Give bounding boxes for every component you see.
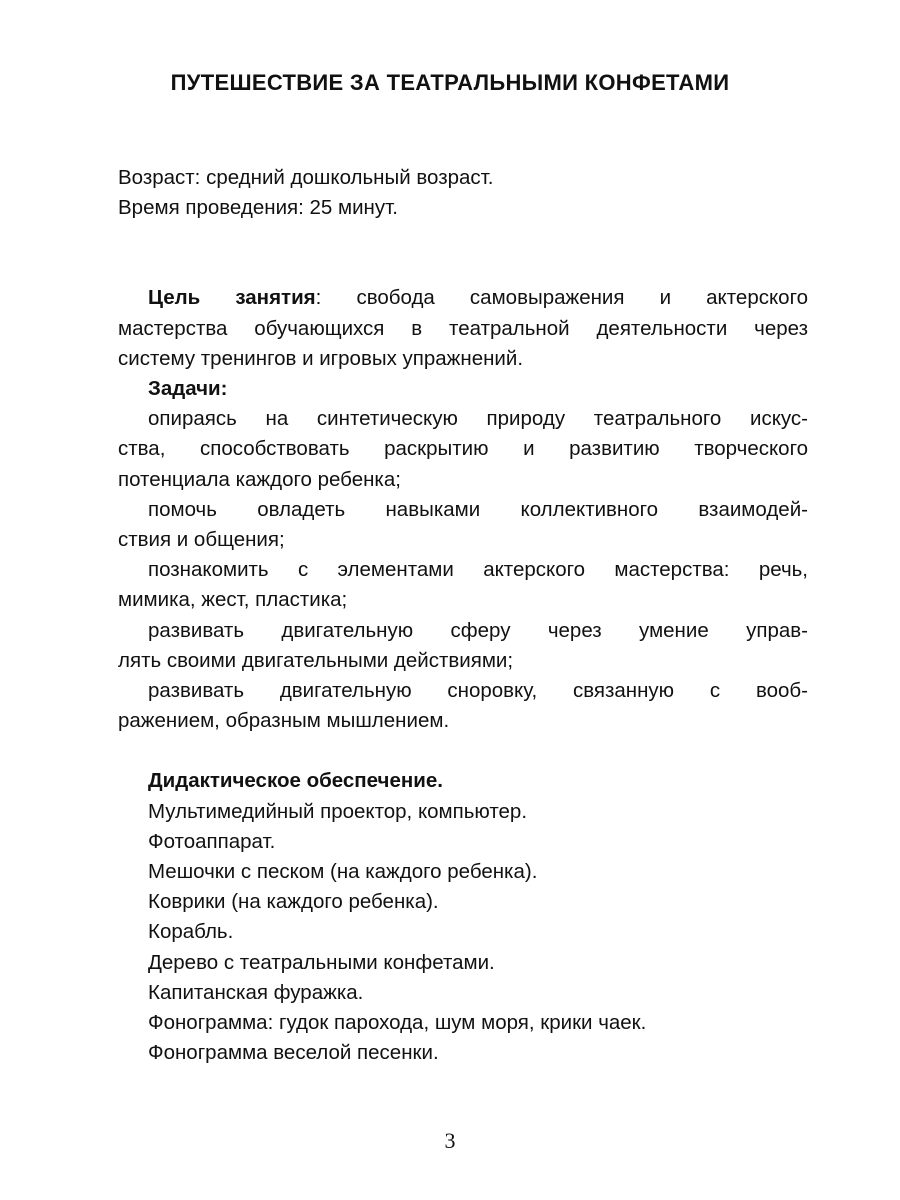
goal-text: : свобода самовыражения и актерского	[315, 286, 808, 310]
task-line: ства, способствовать раскрытию и развитию творческого	[118, 437, 808, 461]
page-number: 3	[444, 1128, 456, 1153]
task-line: познакомить с элементами актерского мастерства: речь,	[148, 558, 808, 582]
goal-first-line	[118, 283, 808, 313]
material-item: Фотоаппарат.	[148, 829, 276, 853]
material-item: Мешочки с песком (на каждого ребенка).	[148, 860, 538, 884]
task-line: потенциала каждого ребенка;	[118, 467, 401, 491]
material-item: Дерево с театральными конфетами.	[148, 950, 495, 974]
task-line: развивать двигательную сноровку, связанную с вооб-	[148, 679, 808, 703]
material-item: Мультимедийный проектор, компьютер.	[148, 799, 528, 823]
task-line: развивать двигательную сферу через умение управ-	[148, 618, 808, 642]
task-line: ражением, образным мышлением.	[118, 709, 450, 733]
material-item: Коврики (на каждого ребенка).	[148, 890, 439, 914]
goal-label: Цель занятия	[148, 286, 316, 310]
material-item: Корабль.	[148, 920, 234, 944]
tasks-heading: Задачи:	[148, 377, 228, 401]
task-line: мимика, жест, пластика;	[118, 588, 348, 612]
age-line: Возраст: средний дошкольный возраст.	[118, 166, 494, 189]
goal-line: мастерства обучающихся в театральной деятельности через	[118, 316, 808, 340]
duration-line: Время проведения: 25 минут.	[118, 196, 398, 220]
goal-line: систему тренингов и игровых упражнений.	[118, 346, 524, 370]
task-line: опираясь на синтетическую природу театрального искус-	[148, 407, 808, 431]
page-title: ПУТЕШЕСТВИЕ ЗА ТЕАТРАЛЬНЫМИ КОНФЕТАМИ	[170, 70, 730, 95]
material-item: Капитанская фуражка.	[148, 980, 364, 1004]
material-item: Фонограмма: гудок парохода, шум моря, крики чаек.	[148, 1011, 647, 1035]
task-line: помочь овладеть навыками коллективного взаимодей-	[148, 497, 808, 521]
materials-heading: Дидактическое обеспечение.	[148, 769, 443, 793]
task-line: ствия и общения;	[118, 528, 285, 552]
page-content	[118, 163, 808, 1068]
material-item: Фонограмма веселой песенки.	[148, 1041, 439, 1065]
task-line: лять своими двигательными действиями;	[118, 648, 514, 672]
